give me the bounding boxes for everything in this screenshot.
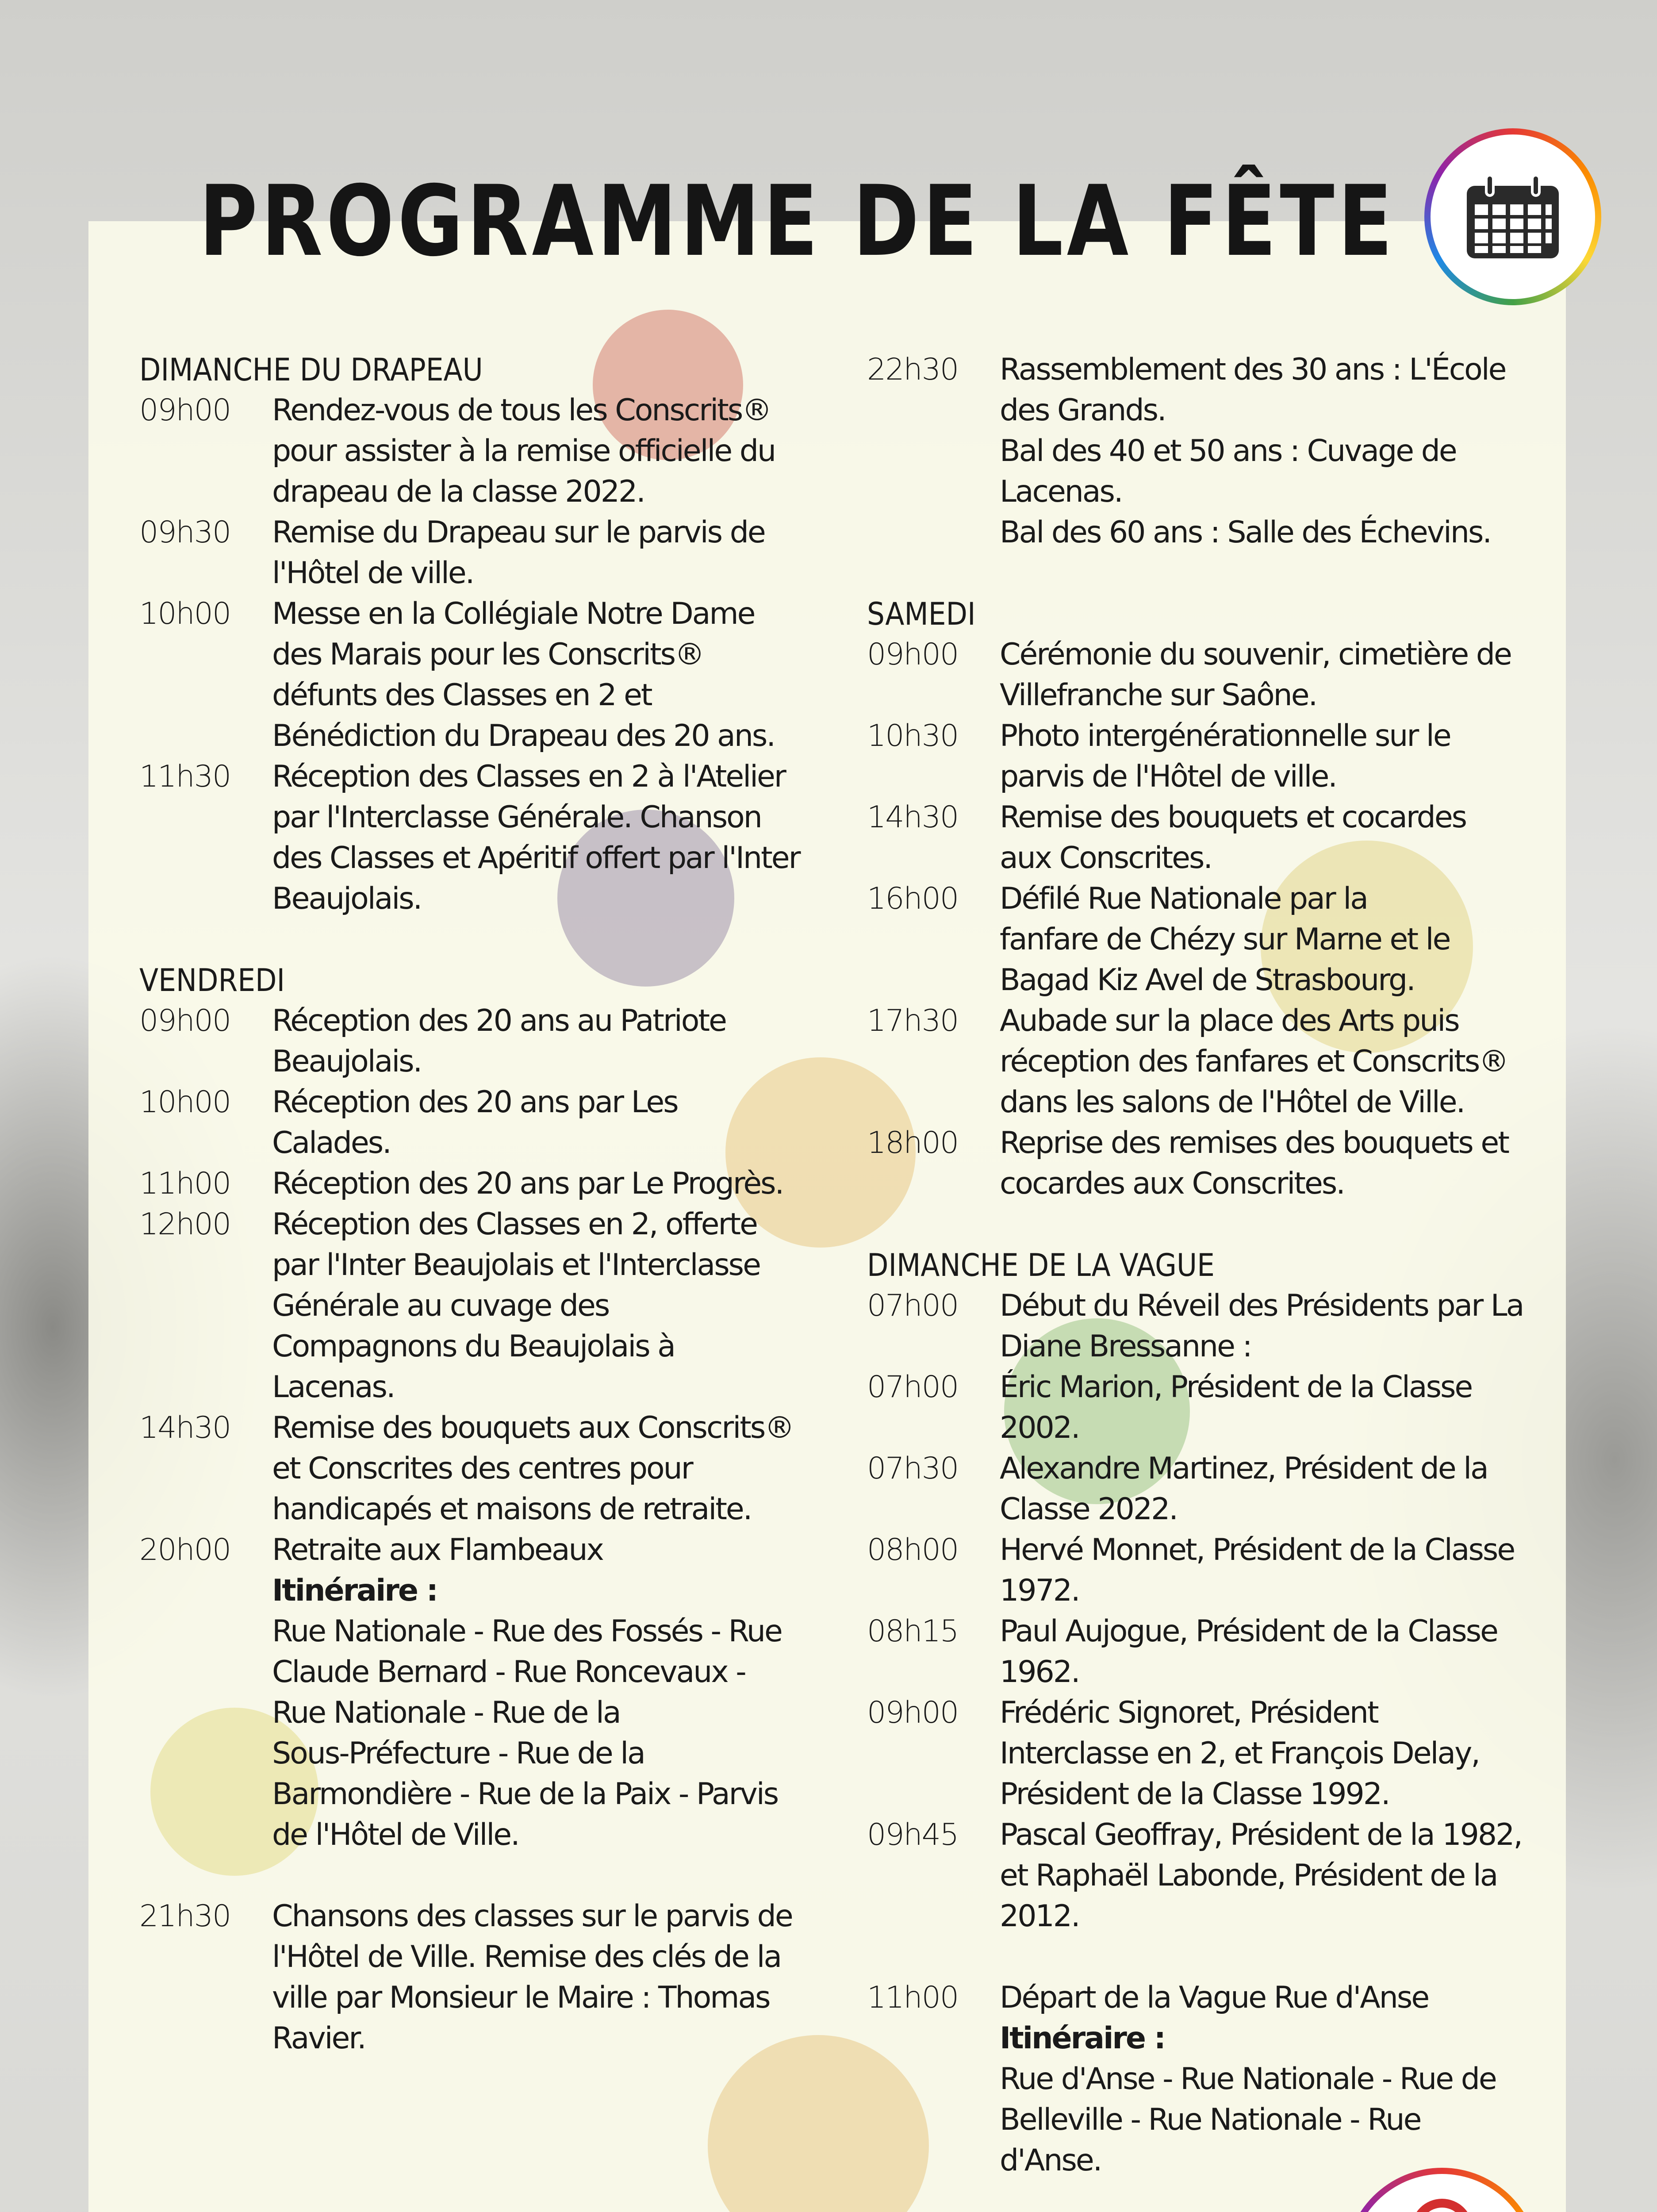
event-line: ville par Monsieur le Maire : Thomas [272,1980,770,2015]
section-heading: SAMEDI [867,596,976,632]
schedule-row [139,512,829,594]
event-line: 1962. [1000,1655,1079,1690]
event-description [272,1530,829,1855]
event-line: Remise du Drapeau sur le parvis de [272,515,765,550]
page-title: PROGRAMME DE LA FÊTE [199,165,1396,278]
calendar-badge [1424,128,1601,305]
event-line: Beaujolais. [272,1044,422,1079]
event-line: dans les salons de l'Hôtel de Ville. [1000,1085,1465,1120]
event-line: Remise des bouquets et cocardes [1000,800,1466,835]
event-line: des Classes et Apéritif offert par l'Inter [272,841,800,876]
event-line: Début du Réveil des Présidents par La [1000,1288,1523,1323]
event-time: 16h00 [867,881,959,916]
event-line: Rendez-vous de tous les Conscrits® [272,393,771,428]
schedule-row [867,349,1548,553]
schedule-row [867,1123,1548,1204]
event-line: Bagad Kiz Avel de Strasbourg. [1000,963,1415,998]
schedule-row [139,1001,829,1082]
event-line: Beaujolais. [272,881,422,916]
itinerary-line: Rue d'Anse - Rue Nationale - Rue de [1000,2062,1496,2097]
event-time: 09h00 [139,1003,231,1038]
event-line: aux Conscrites. [1000,841,1212,876]
event-time: 18h00 [867,1125,959,1160]
event-time: 14h30 [139,1410,231,1445]
schedule-row [867,716,1548,797]
event-time: 07h00 [867,1370,959,1405]
event-line: Pascal Geoffray, Président de la 1982, [1000,1817,1522,1852]
event-line: Générale au cuvage des [272,1288,609,1323]
event-time: 09h00 [139,393,231,428]
event-time: 11h00 [867,1980,959,2015]
event-line: Aubade sur la place des Arts puis [1000,1003,1459,1038]
event-time: 10h30 [867,718,959,753]
schedule-row [867,1530,1548,1611]
schedule-row [139,594,829,757]
row-spacer [867,1937,1548,1978]
event-line: Photo intergénérationnelle sur le [1000,718,1450,753]
event-line: l'Hôtel de Ville. Remise des clés de la [272,1939,781,1974]
event-description [1000,716,1548,797]
event-description [1000,1611,1548,1693]
event-time: 07h00 [867,1288,959,1323]
event-line: Réception des 20 ans par Les [272,1085,678,1120]
itinerary-label: Itinéraire : [272,1573,437,1608]
event-line: Compagnons du Beaujolais à [272,1329,675,1364]
event-line: des Grands. [1000,393,1166,428]
event-line: Bénédiction du Drapeau des 20 ans. [272,718,775,753]
event-line: par l'Inter Beaujolais et l'Interclasse [272,1248,760,1283]
schedule-row [139,1896,829,2059]
section-spacer [867,1204,1548,1245]
event-time: 10h00 [139,1085,231,1120]
schedule-row [867,1367,1548,1448]
event-line: Calades. [272,1125,391,1160]
event-line: Frédéric Signoret, Président [1000,1695,1378,1730]
event-line: 2002. [1000,1410,1079,1445]
event-line: Paul Aujogue, Président de la Classe [1000,1614,1497,1649]
calendar-icon [1464,173,1561,261]
event-line: et Conscrites des centres pour [272,1451,692,1486]
event-description [272,1082,829,1164]
event-description [1000,1815,1548,1937]
event-description [1000,1693,1548,1815]
event-description [1000,1123,1548,1204]
event-time: 22h30 [867,352,959,387]
event-line: Messe en la Collégiale Notre Dame [272,596,755,631]
event-time: 14h30 [867,800,959,835]
event-description [1000,1001,1548,1123]
event-time: 09h30 [139,515,231,550]
event-line: Lacenas. [1000,474,1122,509]
event-description [272,594,829,757]
schedule-row [139,757,829,919]
event-description [1000,797,1548,879]
event-line: Rassemblement des 30 ans : L'École [1000,352,1506,387]
event-description [1000,1448,1548,1530]
event-line: cocardes aux Conscrites. [1000,1166,1344,1201]
schedule-row [867,1978,1548,2181]
schedule-row [867,1611,1548,1693]
itinerary-line: Rue Nationale - Rue des Fossés - Rue [272,1614,782,1649]
event-description [272,1164,829,1204]
event-line: Président de la Classe 1992. [1000,1777,1389,1812]
section-heading: DIMANCHE DE LA VAGUE [867,1247,1215,1283]
itinerary-line: d'Anse. [1000,2143,1101,2178]
event-description [1000,1530,1548,1611]
itinerary-line: de l'Hôtel de Ville. [272,1817,519,1852]
event-line: Éric Marion, Président de la Classe [1000,1370,1472,1405]
schedule-row [139,390,829,512]
event-time: 09h00 [867,1695,959,1730]
section-spacer [867,553,1548,594]
schedule-row [139,1204,829,1408]
event-time: 09h00 [867,637,959,672]
event-line: Réception des 20 ans au Patriote [272,1003,726,1038]
event-line: Bal des 40 et 50 ans : Cuvage de [1000,434,1456,469]
event-line: 1972. [1000,1573,1079,1608]
event-line: Alexandre Martinez, Président de la [1000,1451,1488,1486]
event-line: l'Hôtel de ville. [272,556,474,591]
event-line: Départ de la Vague Rue d'Anse [1000,1980,1429,2015]
event-line: Interclasse en 2, et François Delay, [1000,1736,1479,1771]
event-line: défunts des Classes en 2 et [272,678,652,713]
right-column [867,349,1548,2181]
schedule-row [867,1448,1548,1530]
event-description [1000,1286,1548,1367]
schedule-row [867,1693,1548,1815]
event-description [272,1896,829,2059]
event-line: Défilé Rue Nationale par la [1000,881,1367,916]
row-spacer [139,1855,829,1896]
event-line: des Marais pour les Conscrits® [272,637,704,672]
itinerary-label: Itinéraire : [1000,2021,1165,2056]
event-line: pour assister à la remise officielle du [272,434,775,469]
event-line: Reprise des remises des bouquets et [1000,1125,1508,1160]
event-time: 08h00 [867,1532,959,1567]
event-line: Hervé Monnet, Président de la Classe [1000,1532,1515,1567]
event-description [272,512,829,594]
event-time: 09h45 [867,1817,959,1852]
cockade-icon [1389,2194,1495,2212]
event-time: 08h15 [867,1614,959,1649]
schedule-row [139,1082,829,1164]
event-description [1000,634,1548,716]
schedule-row [867,1001,1548,1123]
event-line: par l'Interclasse Générale. Chanson [272,800,761,835]
section-heading: VENDREDI [139,962,285,998]
event-time: 21h30 [139,1899,231,1934]
event-line: Chansons des classes sur le parvis de [272,1899,792,1934]
event-line: Ravier. [272,2021,365,2056]
event-line: Bal des 60 ans : Salle des Échevins. [1000,515,1491,550]
event-line: Réception des 20 ans par Le Progrès. [272,1166,783,1201]
event-line: 2012. [1000,1899,1079,1934]
event-description [272,1204,829,1408]
event-description [1000,349,1548,553]
event-line: et Raphaël Labonde, Président de la [1000,1858,1497,1893]
event-description [1000,1978,1548,2181]
schedule-row [867,1815,1548,1937]
event-line: Cérémonie du souvenir, cimetière de [1000,637,1511,672]
event-line: Classe 2022. [1000,1492,1178,1527]
event-time: 17h30 [867,1003,959,1038]
event-line: fanfare de Chézy sur Marne et le [1000,922,1450,957]
itinerary-line: Barmondière - Rue de la Paix - Parvis [272,1777,778,1812]
schedule-row [139,1164,829,1204]
schedule-row [867,1286,1548,1367]
event-line: Retraite aux Flambeaux [272,1532,603,1567]
event-time: 11h00 [139,1166,231,1201]
event-line: Diane Bressanne : [1000,1329,1251,1364]
event-line: Villefranche sur Saône. [1000,678,1317,713]
section-spacer [139,919,829,960]
schedule-row [867,797,1548,879]
itinerary-line: Rue Nationale - Rue de la [272,1695,620,1730]
event-line: Lacenas. [272,1370,395,1405]
event-description [1000,879,1548,1001]
event-time: 07h30 [867,1451,959,1486]
schedule-row [139,1408,829,1530]
event-line: Remise des bouquets aux Conscrits® [272,1410,794,1445]
event-description [272,1001,829,1082]
event-description [272,757,829,919]
event-line: drapeau de la classe 2022. [272,474,644,509]
itinerary-line: Belleville - Rue Nationale - Rue [1000,2102,1421,2137]
section-heading: DIMANCHE DU DRAPEAU [139,352,483,388]
event-line: Réception des Classes en 2, offerte [272,1207,757,1242]
event-line: réception des fanfares et Conscrits® [1000,1044,1508,1079]
event-description [272,1408,829,1530]
event-time: 11h30 [139,759,231,794]
event-description [1000,1367,1548,1448]
schedule-row [867,634,1548,716]
itinerary-line: Claude Bernard - Rue Roncevaux - [272,1655,745,1690]
event-time: 12h00 [139,1207,231,1242]
event-time: 20h00 [139,1532,231,1567]
schedule-row [139,1530,829,1855]
itinerary-line: Sous-Préfecture - Rue de la [272,1736,644,1771]
event-line: Réception des Classes en 2 à l'Atelier [272,759,785,794]
event-time: 10h00 [139,596,231,631]
left-column [139,349,829,2059]
event-line: parvis de l'Hôtel de ville. [1000,759,1336,794]
event-line: handicapés et maisons de retraite. [272,1492,752,1527]
event-description [272,390,829,512]
schedule-row [867,879,1548,1001]
